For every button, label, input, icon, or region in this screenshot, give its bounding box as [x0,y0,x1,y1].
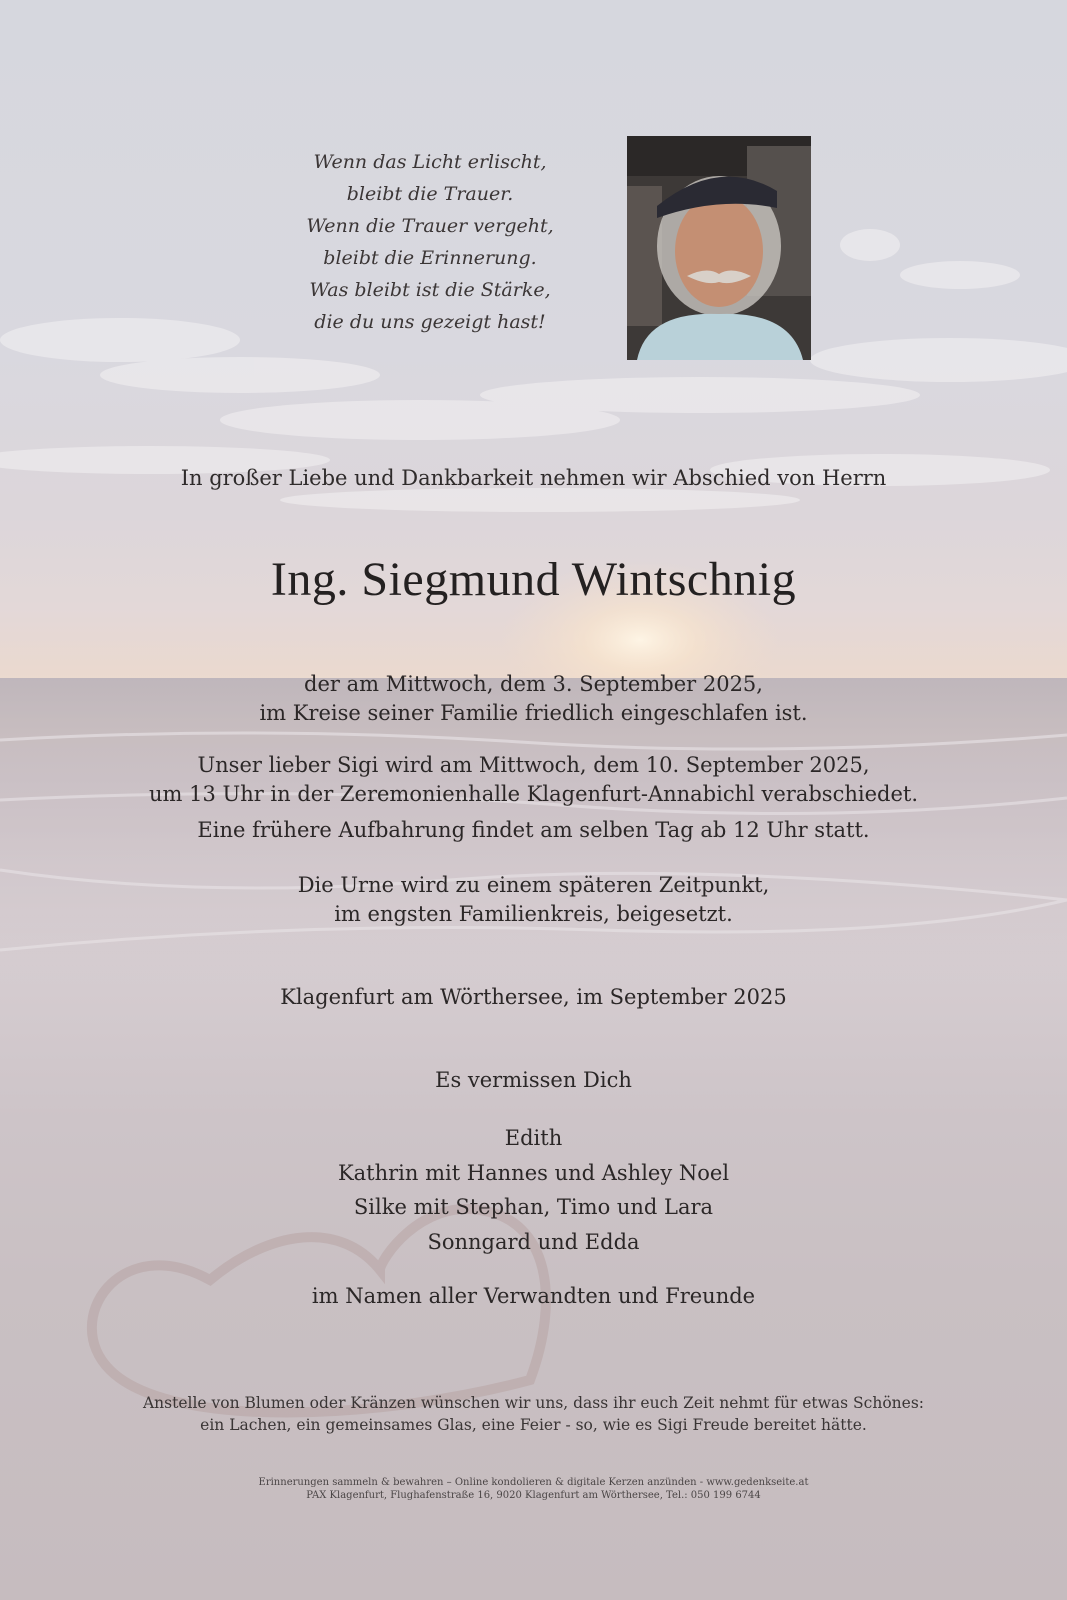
family-member: Sonngard und Edda [427,1229,640,1254]
poem-line: Wenn das Licht erlischt, [313,151,547,173]
portrait-photo [627,136,811,360]
poem-line: Was bleibt ist die Stärke, [309,279,551,301]
farewell-notice [0,751,1067,809]
poem-line: die du uns gezeigt hast! [314,311,546,333]
poem-line: bleibt die Erinnerung. [323,247,537,269]
intro-text: In großer Liebe und Dankbarkeit nehmen wir Abschied von Herrn [180,466,887,490]
footer-info [0,1476,1067,1502]
poem-line: Wenn die Trauer vergeht, [306,215,554,237]
deceased-name: Ing. Siegmund Wintschnig [270,553,797,606]
footer-line: PAX Klagenfurt, Flughafenstraße 16, 9020 Klagenfurt am Wörthersee, Tel.: 050 199 6744 [306,1490,761,1501]
poem-line: bleibt die Trauer. [346,183,514,205]
farewell-line: Unser lieber Sigi wird am Mittwoch, dem 10. September 2025, [197,753,870,777]
urn-line: Die Urne wird zu einem späteren Zeitpunkt, [297,873,770,897]
viewing-notice: Eine frühere Aufbahrung findet am selben Tag ab 12 Uhr statt. [197,818,870,842]
footer-line: Erinnerungen sammeln & bewahren – Online kondolieren & digitale Kerzen anzünden - www.gedenkseite.at [258,1477,809,1488]
flowers-request [0,1392,1067,1436]
family-list [0,1121,1067,1259]
request-line: Anstelle von Blumen oder Kränzen wünschen wir uns, dass ihr euch Zeit nehmt für etwas Schönes: [142,1394,924,1412]
farewell-line: um 13 Uhr in der Zeremonienhalle Klagenfurt-Annabichl verabschiedet. [148,782,918,806]
portrait-illustration [627,136,811,360]
request-line: ein Lachen, ein gemeinsames Glas, eine Feier - so, wie es Sigi Freude bereitet hätte. [200,1416,867,1434]
passing-line: im Kreise seiner Familie friedlich eingeschlafen ist. [259,701,808,725]
passing-line: der am Mittwoch, dem 3. September 2025, [304,672,763,696]
family-member: Kathrin mit Hannes und Ashley Noel [337,1160,730,1185]
family-member: Silke mit Stephan, Timo und Lara [353,1195,714,1219]
passing-notice [0,670,1067,728]
place-and-date: Klagenfurt am Wörthersee, im September 2025 [280,985,787,1009]
urn-notice [0,871,1067,929]
memorial-poem [270,146,590,338]
relatives-line: im Namen aller Verwandten und Freunde [311,1284,756,1308]
urn-line: im engsten Familienkreis, beigesetzt. [334,902,733,926]
missed-by-heading: Es vermissen Dich [435,1068,632,1092]
family-member: Edith [504,1126,563,1150]
